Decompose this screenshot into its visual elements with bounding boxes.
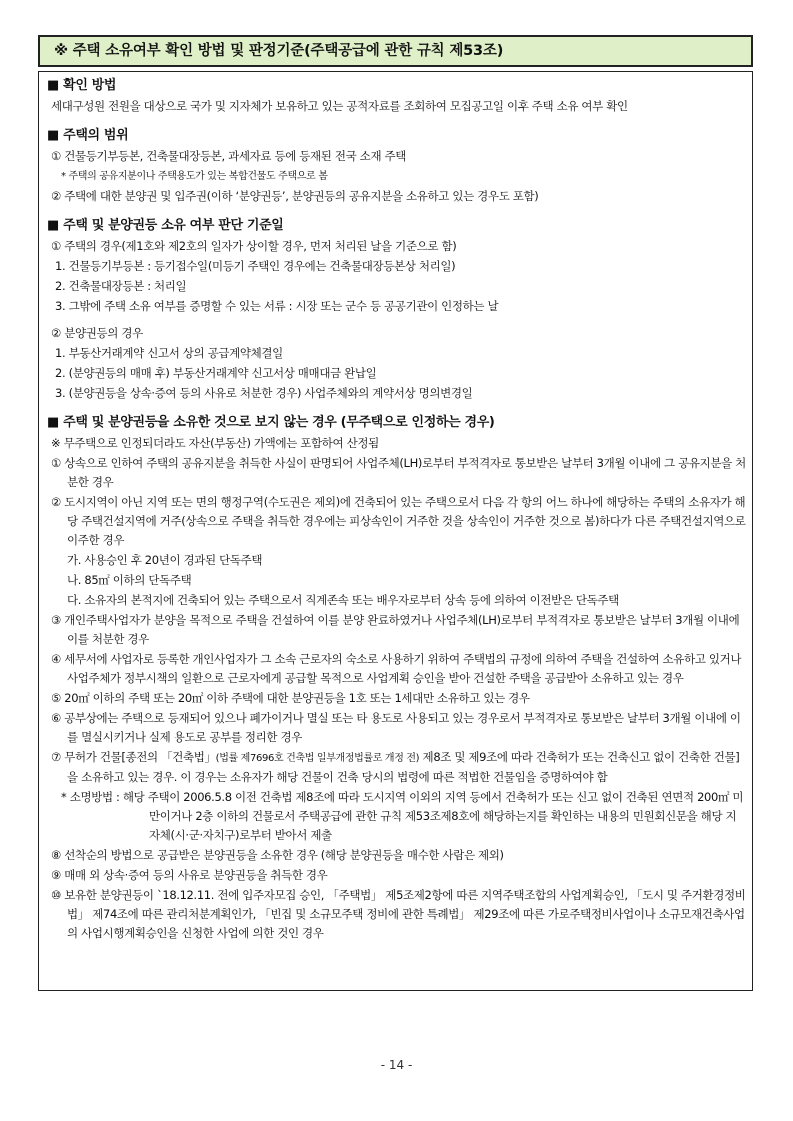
ref-date-item-2-2: 2. (분양권등의 매매 후) 부동산거래계약 신고서상 매매대금 완납일 [55, 366, 377, 380]
scope-item-1: ① 건물등기부등본, 건축물대장등본, 과세자료 등에 등재된 전국 소재 주택 [51, 149, 407, 163]
scope-note: * 주택의 공유지분이나 주택용도가 있는 복합건물도 주택으로 봄 [61, 171, 328, 182]
not-owned-item-2-ga: 가. 사용승인 후 20년이 경과된 단독주택 [67, 553, 263, 567]
not-owned-item-2-da: 다. 소유자의 본적지에 건축되어 있는 주택으로서 직계존속 또는 배우자로부터 상속 등에 의하여 이전받은 단독주택 [67, 593, 619, 607]
not-owned-item-2: ② 도시지역이 아닌 지역 또는 면의 행정구역(수도권은 제외)에 건축되어 있는 주택으로서 다음 각 항의 어느 하나에 해당하는 주택의 소유자가 해당 주택건설지역에 거주(상속으로 주택을 취득한 경우에는 피상속인이 거주한 것을 상속인이 거주한 것으로 봄)하다가 다른 주택건설지역으로 이주한 경우 [51, 495, 746, 547]
check-method-text: 세대구성원 전원을 대상으로 국가 및 지자체가 보유하고 있는 공적자료를 조회하여 모집공고일 이후 주택 소유 여부 확인 [51, 99, 628, 113]
not-owned-item-1: ① 상속으로 인하여 주택의 공유지분을 취득한 사실이 판명되어 사업주체(LH)로부터 부적격자로 통보받은 날부터 3개월 이내에 그 공유지분을 처분한 경우 [51, 456, 746, 489]
not-owned-item-6: ⑥ 공부상에는 주택으로 등재되어 있으나 폐가이거나 멸실 또는 타 용도로 사용되고 있는 경우로서 부적격자로 통보받은 날부터 3개월 이내에 이를 멸실시키거나 실제 용도로 공부를 정리한 경우 [51, 711, 741, 744]
item-7-law-note: (법률 제7696호 건축법 일부개정법률로 개정 전) [215, 753, 420, 764]
not-owned-item-10: ⑩ 보유한 분양권등이 `18.12.11. 전에 입주자모집 승인, 「주택법」 제5조제2항에 따른 지역주택조합의 사업계획승인, 「도시 및 주거환경정비법」 제74조에 따른 관리처분계획인가, 「빈집 및 소규모주택 정비에 관한 특례법」 제29조에 따른 가로주택정비사업이나 소규모재건축사업의 사업시행계획승인을 신청한 사업에 의한 것인 경우 [51, 888, 746, 940]
ref-date-item-1-2: 2. 건축물대장등본 : 처리일 [55, 279, 187, 293]
ref-date-item-2-1: 1. 부동산거래계약 신고서 상의 공급계약체결일 [55, 346, 283, 360]
ref-date-item-1-1: 1. 건물등기부등본 : 등기접수일(미등기 주택인 경우에는 건축물대장등본상 처리일) [55, 259, 456, 273]
not-owned-item-9: ⑨ 매매 외 상속·증여 등의 사유로 분양권등을 취득한 경우 [51, 868, 328, 882]
not-owned-item-3: ③ 개인주택사업자가 분양을 목적으로 주택을 건설하여 이를 분양 완료하였거나 사업주체(LH)로부터 부적격자로 통보받은 날부터 3개월 이내에 이를 처분한 경우 [51, 613, 740, 646]
section-heading-check-method: ■ 확인 방법 [47, 78, 117, 93]
not-owned-item-2-na: 나. 85㎡ 이하의 단독주택 [67, 573, 192, 587]
not-owned-item-5: ⑤ 20㎡ 이하의 주택 또는 20㎡ 이하 주택에 대한 분양권등을 1호 또는 1세대만 소유하고 있는 경우 [51, 691, 530, 705]
not-owned-item-7-proof: * 소명방법 : 해당 주택이 2006.5.8 이전 건축법 제8조에 따라 도시지역 이외의 지역 등에서 건축허가 또는 신고 없이 건축된 연면적 200㎡ 미만이거나 2층 이하의 건물로서 주택공급에 관한 규칙 제53조제8호에 해당하는지를 확인하는 내용의 민원회신문을 해당 지자체(시·군·자치구)로부터 받아서 제출 [61, 790, 744, 842]
ref-date-item-2: ② 분양권등의 경우 [51, 326, 143, 340]
not-owned-item-4: ④ 세무서에 사업자로 등록한 개인사업자가 그 소속 근로자의 숙소로 사용하기 위하여 주택법의 규정에 의하여 주택을 건설하여 소유하고 있거나 사업주체가 정부시책의 일환으로 근로자에게 공급할 목적으로 사업계획 승인을 받아 건설한 주택을 공급받아 소유하고 있는 경우 [51, 652, 742, 685]
page-number: - 14 - [380, 1058, 413, 1072]
page-title: ※ 주택 소유여부 확인 방법 및 판정기준(주택공급에 관한 규칙 제53조) [38, 35, 753, 67]
not-owned-item-8: ⑧ 선착순의 방법으로 공급받은 분양권등을 소유한 경우 (해당 분양권등을 매수한 사람은 제외) [51, 848, 504, 862]
item-7-part-a: ⑦ 무허가 건물[종전의 「건축법」 [51, 750, 216, 764]
section-heading-reference-date: ■ 주택 및 분양권등 소유 여부 판단 기준일 [47, 218, 284, 233]
ref-date-item-1-3: 3. 그밖에 주택 소유 여부를 증명할 수 있는 서류 : 시장 또는 군수 등 공공기관이 인정하는 날 [55, 299, 499, 313]
content-box [38, 71, 753, 991]
ref-date-item-1: ① 주택의 경우(제1호와 제2호의 일자가 상이할 경우, 먼저 처리된 날을 기준으로 함) [51, 239, 457, 253]
item-7-part-b: 제8조 및 제9조에 따라 건축허가 또는 건축신고 없이 건축한 건물]을 소유하고 있는 경우. 이 경우는 소유자가 해당 건물이 건축 당시의 법령에 따른 적법한 건물임을 증명하여야 함 [67, 750, 740, 784]
section-heading-not-owned: ■ 주택 및 분양권등을 소유한 것으로 보지 않는 경우 (무주택으로 인정하는 경우) [47, 415, 495, 430]
section-heading-housing-scope: ■ 주택의 범위 [47, 128, 129, 143]
ref-date-item-2-3: 3. (분양권등을 상속·증여 등의 사유로 처분한 경우) 사업주체와의 계약서상 명의변경일 [55, 386, 473, 400]
scope-item-2: ② 주택에 대한 분양권 및 입주권(이하 ‘분양권등’, 분양권등의 공유지분을 소유하고 있는 경우도 포함) [51, 189, 539, 203]
not-owned-item-7 [47, 748, 746, 787]
not-owned-note: ※ 무주택으로 인정되더라도 자산(부동산) 가액에는 포함하여 산정됨 [51, 436, 379, 450]
